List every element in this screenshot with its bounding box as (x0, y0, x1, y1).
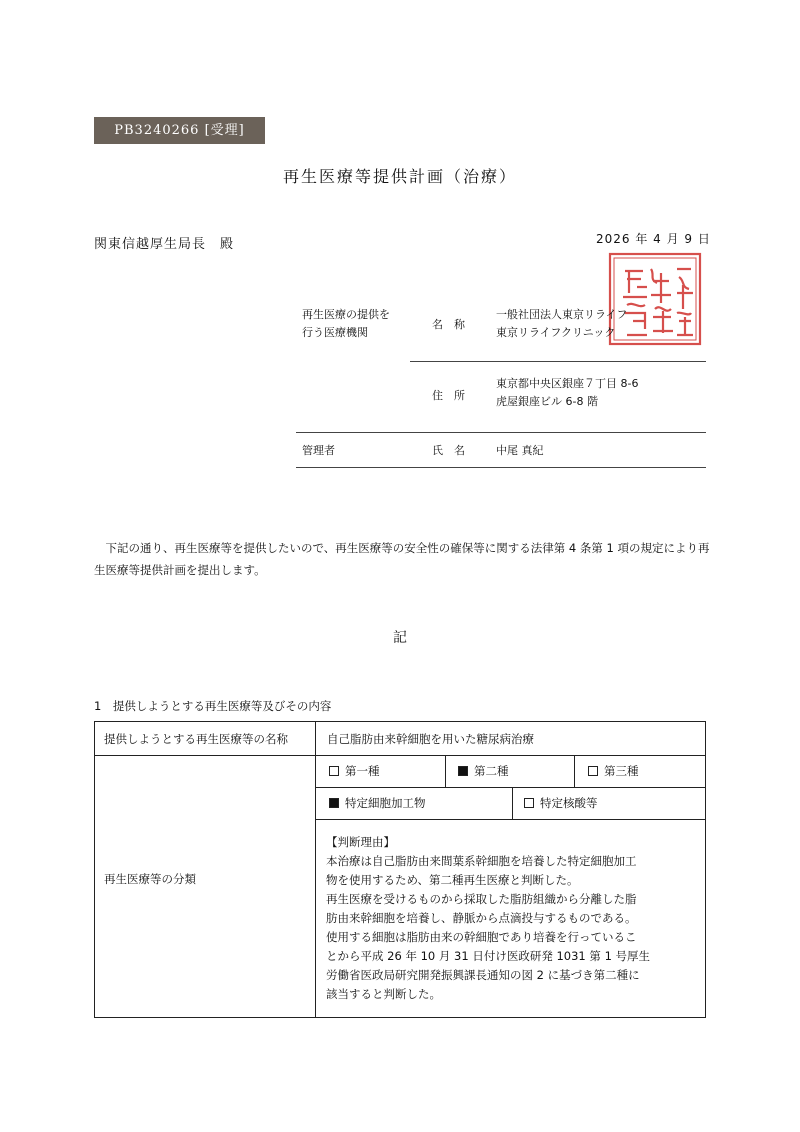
name-label: 名 称 (432, 318, 465, 331)
institution-label-line-2: 行う医療機関 (302, 326, 368, 339)
manager-name: 中尾 真紀 (496, 444, 544, 457)
institution-name-line-2: 東京リライフクリニック (496, 326, 616, 339)
section-1-heading: 1 提供しようとする再生医療等及びその内容 (94, 699, 332, 713)
plan-table (94, 721, 706, 1018)
judgment-reason: 【判断理由】 本治療は自己脂肪由来間葉系幹細胞を培養した特定細胞加工 物を使用するため、第二種再生医療と判断した。 再生医療を受けるものから採取した脂肪組織から分離した脂 肪由来幹細胞を培養し、静脈から点滴投与するものである。 使用する細胞は脂肪由来の幹細胞であり培養を行っているこ とから平成 26 年 10 月 31 日付け医政研発 1031 第 1 号厚生 労働省医政局研究開発振興課長通知の図 2 に基づき第二種に 該当すると判断した。 (326, 835, 651, 1001)
manager-label: 管理者 (302, 444, 335, 457)
class-1-option (329, 763, 380, 779)
type-1-label: 特定細胞加工物 (345, 796, 426, 810)
address-label: 住 所 (432, 389, 465, 402)
type-2-label: 特定核酸等 (540, 796, 598, 810)
type-2-option (524, 795, 598, 811)
plan-name-label: 提供しようとする再生医療等の名称 (104, 732, 288, 746)
person-name-label: 氏 名 (432, 444, 465, 457)
class-2-option (458, 763, 509, 779)
institution-name (496, 306, 627, 342)
class-3-label: 第三種 (604, 764, 639, 778)
class-2-label: 第二種 (474, 764, 509, 778)
institution-name-line-1: 一般社団法人東京リライフ (496, 308, 628, 321)
checkbox-empty-icon (588, 766, 598, 776)
receipt-id-badge: PB3240266 [受理] (94, 117, 265, 144)
intro-paragraph: 下記の通り、再生医療等を提供したいので、再生医療等の安全性の確保等に関する法律第 4 条第 1 項の規定により再生医療等提供計画を提出します。 (94, 541, 710, 577)
checkbox-empty-icon (524, 798, 534, 808)
divider (296, 432, 706, 433)
type-1-option (329, 795, 426, 811)
ki-heading: 記 (393, 630, 407, 646)
checkbox-filled-icon (458, 766, 468, 776)
address-line-1: 東京都中央区銀座７丁目 8-6 (496, 377, 639, 390)
divider (296, 467, 706, 468)
address-line-2: 虎屋銀座ビル 6-8 階 (496, 395, 598, 408)
plan-name-value: 自己脂肪由来幹細胞を用いた糖尿病治療 (327, 732, 534, 746)
submission-date: 2026 年 4 月 9 日 (596, 232, 711, 246)
classification-label: 再生医療等の分類 (104, 872, 196, 886)
document-title: 再生医療等提供計画（治療） (282, 167, 517, 186)
class-1-label: 第一種 (345, 764, 380, 778)
institution-label-line-1: 再生医療の提供を (302, 308, 390, 321)
checkbox-filled-icon (329, 798, 339, 808)
institution-address (496, 375, 638, 411)
class-3-option (588, 763, 639, 779)
checkbox-empty-icon (329, 766, 339, 776)
institution-label (302, 306, 390, 342)
addressee: 関東信越厚生局長 殿 (94, 237, 235, 252)
divider (410, 361, 706, 362)
